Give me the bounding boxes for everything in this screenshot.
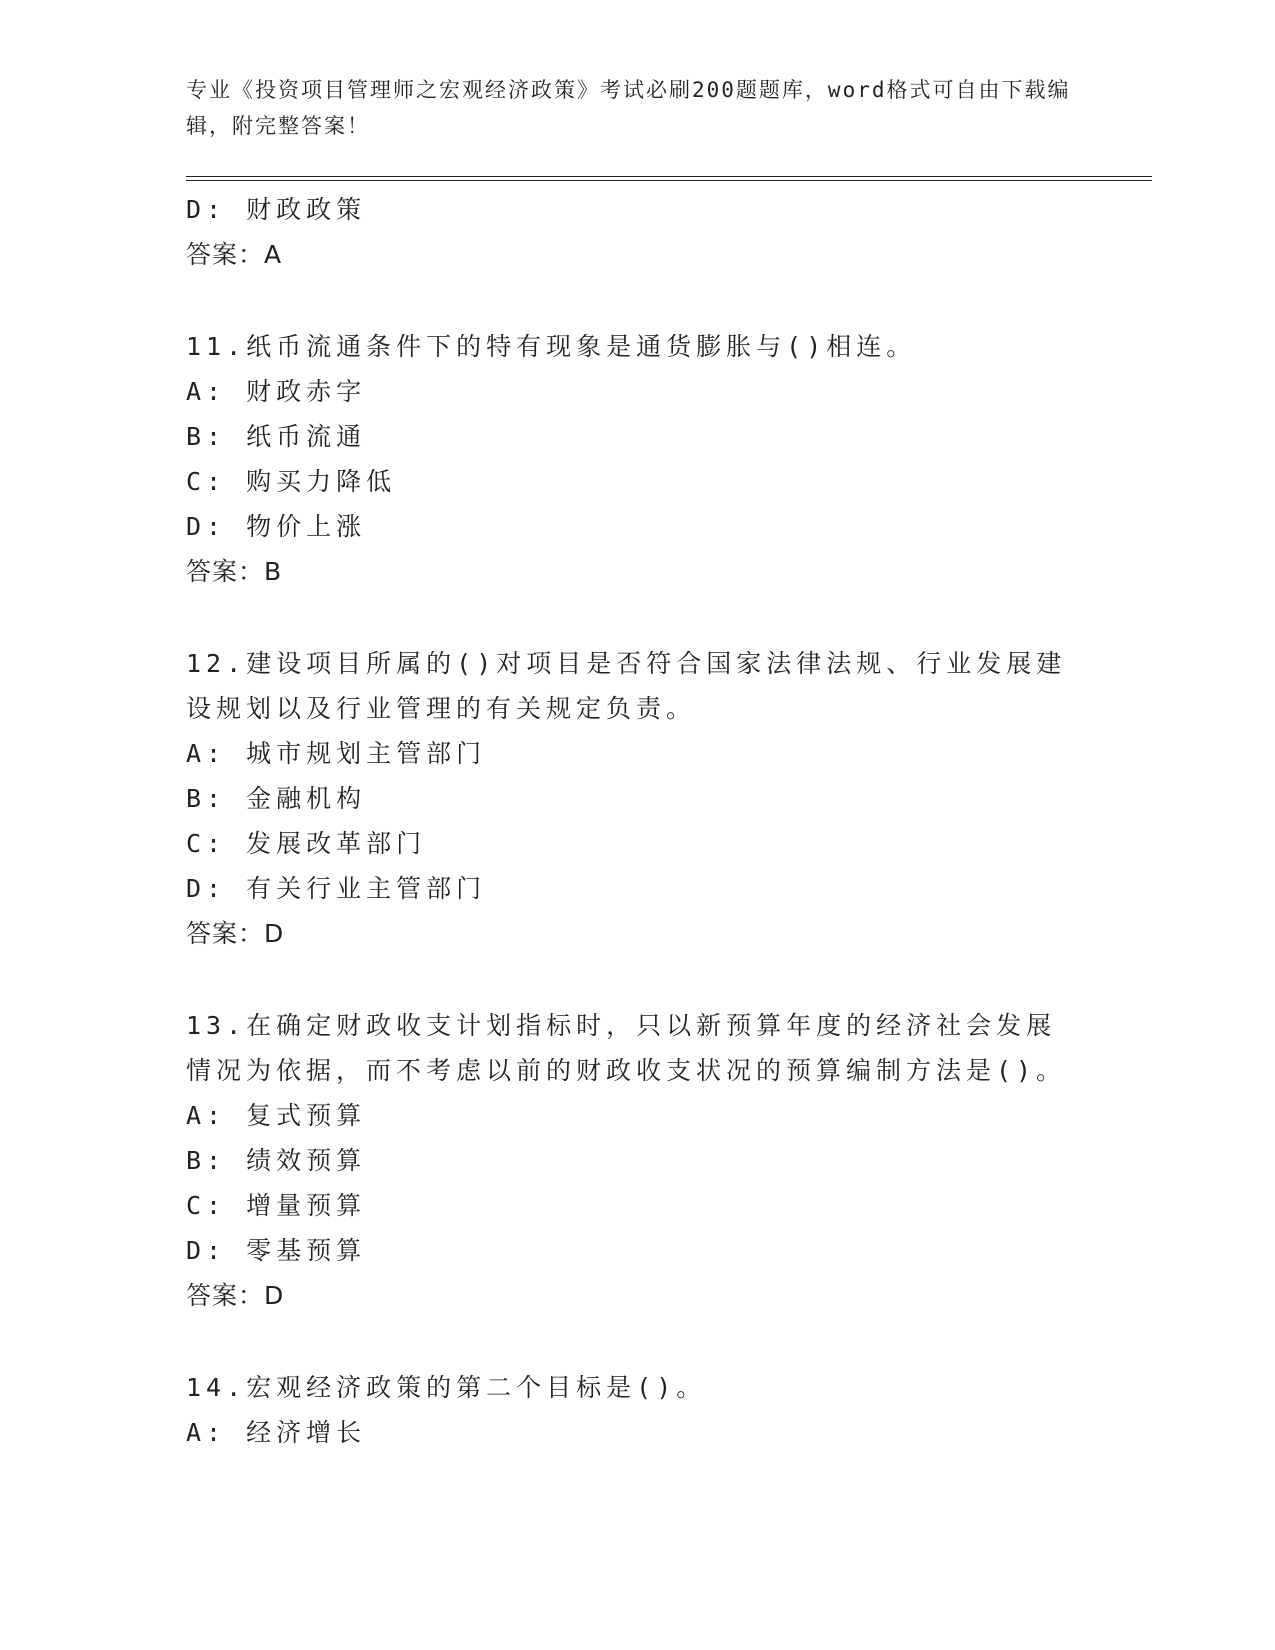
question-block (186, 1365, 1086, 1455)
option-c: C: 增量预算 (186, 1191, 367, 1220)
option-d: D: 物价上涨 (186, 512, 367, 541)
option-a: A: 财政赤字 (186, 377, 367, 406)
option-c: C: 购买力降低 (186, 467, 397, 496)
answer: 答案：D (186, 1281, 285, 1310)
question-block (186, 324, 1086, 594)
question-text: 14.宏观经济政策的第二个目标是()。 (186, 1373, 707, 1402)
question-text: 11.纸币流通条件下的特有现象是通货膨胀与()相连。 (186, 332, 917, 361)
question-text: 13.在确定财政收支计划指标时，只以新预算年度的经济社会发展情况为依据，而不考虑以前的财政收支状况的预算编制方法是()。 (186, 1011, 1067, 1085)
spacer (186, 1318, 1086, 1365)
option-a: A: 复式预算 (186, 1101, 367, 1130)
answer: 答案：D (186, 919, 285, 948)
document-header: 专业《投资项目管理师之宏观经济政策》考试必刷200题题库，word格式可自由下载编辑，附完整答案！ (186, 78, 1071, 138)
option-d: D: 财政政策 (186, 195, 367, 224)
option-d: D: 零基预算 (186, 1236, 367, 1265)
question-block (186, 641, 1086, 956)
option-b: B: 纸币流通 (186, 422, 367, 451)
spacer (186, 277, 1086, 324)
answer: 答案：B (186, 557, 283, 586)
option-b: B: 绩效预算 (186, 1146, 367, 1175)
option-c: C: 发展改革部门 (186, 829, 427, 858)
question-block (186, 1003, 1086, 1318)
question-text: 12.建设项目所属的()对项目是否符合国家法律法规、行业发展建设规划以及行业管理的有关规定负责。 (186, 649, 1067, 723)
option-b: B: 金融机构 (186, 784, 367, 813)
option-d: D: 有关行业主管部门 (186, 874, 487, 903)
document-body (186, 187, 1086, 1455)
option-a: A: 城市规划主管部门 (186, 739, 487, 768)
answer: 答案：A (186, 240, 283, 269)
option-a: A: 经济增长 (186, 1418, 367, 1447)
spacer (186, 956, 1086, 1003)
spacer (186, 594, 1086, 641)
header-divider (186, 176, 1152, 181)
